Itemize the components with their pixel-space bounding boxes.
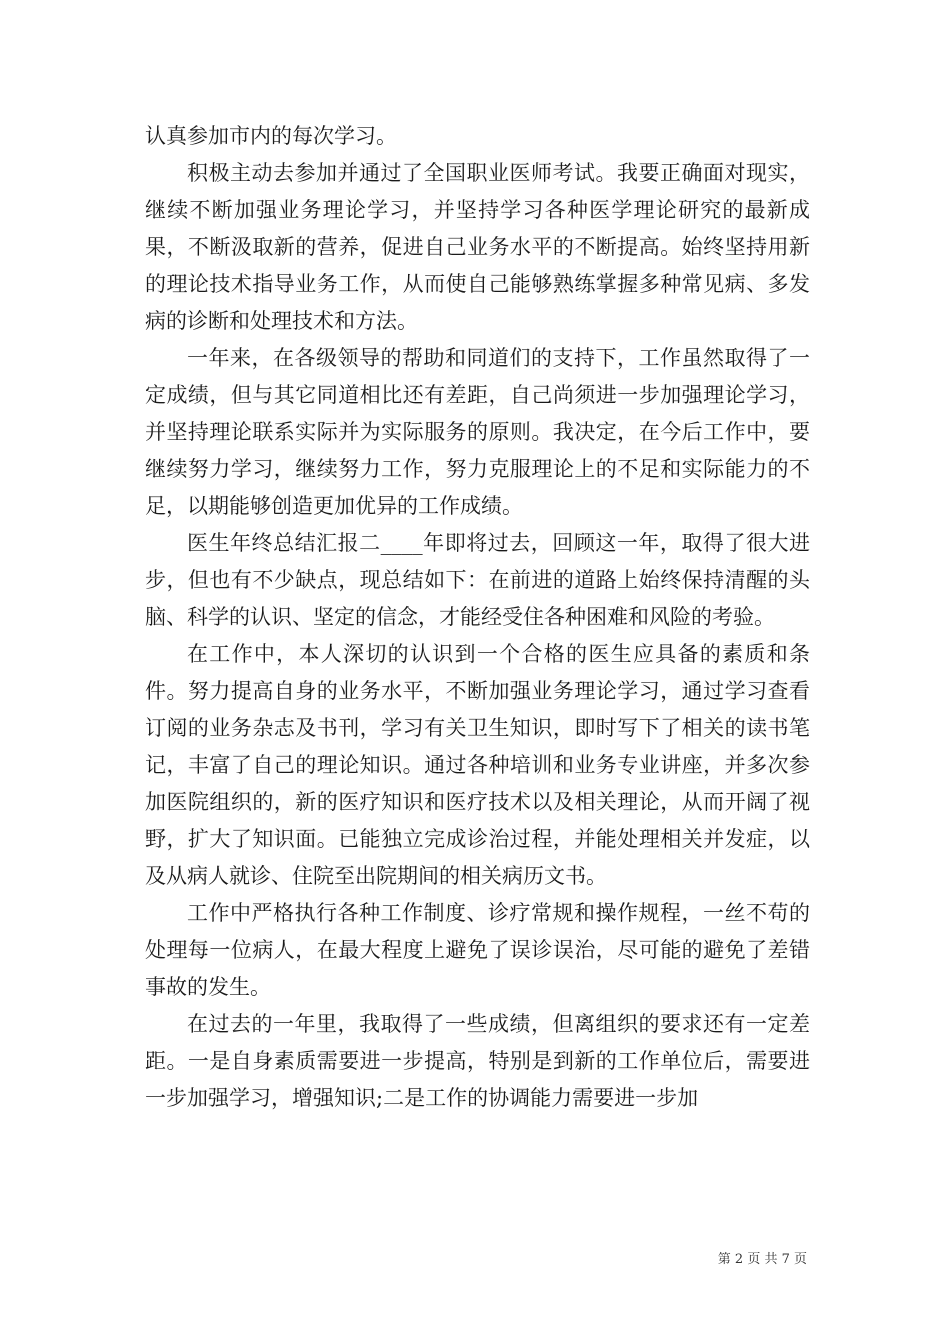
paragraph-7: 在过去的一年里，我取得了一些成绩，但离组织的要求还有一定差距。一是自身素质需要进一步提高，特别是到新的工作单位后，需要进一步加强学习，增强知识;二是工作的协调能力需要进一步加 bbox=[145, 1012, 810, 1110]
paragraph-4: 医生年终总结汇报二____年即将过去，回顾这一年，取得了很大进步，但也有不少缺点，现总结如下：在前进的道路上始终保持清醒的头脑、科学的认识、坚定的信念，才能经受住各种困难和风险的考验。 bbox=[145, 531, 810, 629]
page-number-footer: 第 2 页 共 7 页 bbox=[717, 1252, 807, 1267]
paragraph-6: 工作中严格执行各种工作制度、诊疗常规和操作规程，一丝不苟的处理每一位病人，在最大程度上避免了误诊误治，尽可能的避免了差错事故的发生。 bbox=[145, 901, 810, 999]
paragraph-3: 一年来，在各级领导的帮助和同道们的支持下，工作虽然取得了一定成绩，但与其它同道相比还有差距，自己尚须进一步加强理论学习，并坚持理论联系实际并为实际服务的原则。我决定，在今后工作中，要继续努力学习，继续努力工作，努力克服理论上的不足和实际能力的不足，以期能够创造更加优异的工作成绩。 bbox=[145, 346, 810, 518]
document-body bbox=[145, 118, 810, 1117]
paragraph-1: 认真参加市内的每次学习。 bbox=[145, 124, 397, 148]
paragraph-2: 积极主动去参加并通过了全国职业医师考试。我要正确面对现实，继续不断加强业务理论学习，并坚持学习各种医学理论研究的最新成果，不断汲取新的营养，促进自己业务水平的不断提高。始终坚持用新的理论技术指导业务工作，从而使自己能够熟练掌握多种常见病、多发病的诊断和处理技术和方法。 bbox=[145, 161, 810, 333]
paragraph-5: 在工作中，本人深切的认识到一个合格的医生应具备的素质和条件。努力提高自身的业务水平，不断加强业务理论学习，通过学习查看订阅的业务杂志及书刊，学习有关卫生知识，即时写下了相关的读书笔记，丰富了自己的理论知识。通过各种培训和业务专业讲座，并多次参加医院组织的，新的医疗知识和医疗技术以及相关理论，从而开阔了视野，扩大了知识面。已能独立完成诊治过程，并能处理相关并发症，以及从病人就诊、住院至出院期间的相关病历文书。 bbox=[145, 642, 810, 888]
